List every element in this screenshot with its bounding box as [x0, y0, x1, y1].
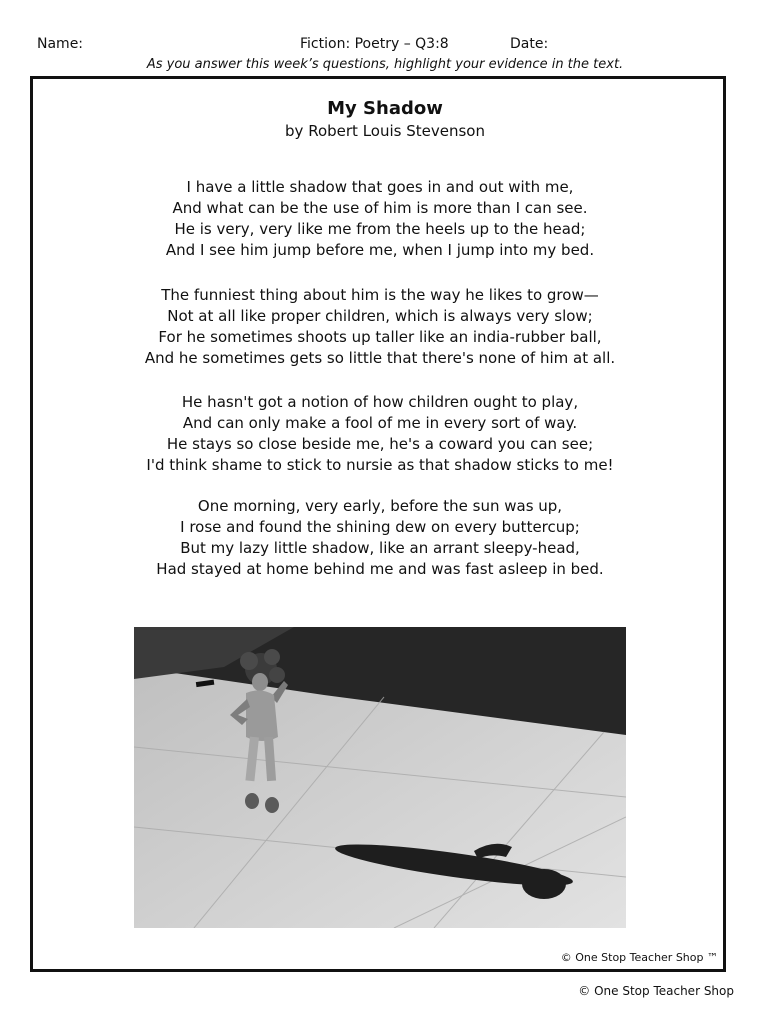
poem-author: by Robert Louis Stevenson — [285, 122, 485, 140]
poem-line: I have a little shadow that goes in and out with me, — [186, 178, 574, 196]
stanza-3 — [40, 392, 720, 476]
copyright-notice-outer: © One Stop Teacher Shop — [578, 984, 734, 998]
poem-line: Not at all like proper children, which is always very slow; — [167, 307, 593, 325]
poem-line: One morning, very early, before the sun was up, — [197, 497, 563, 515]
poem-line: And he sometimes gets so little that there's none of him at all. — [144, 349, 616, 367]
poem-line: I'd think shame to stick to nursie as that shadow sticks to me! — [146, 456, 614, 474]
poem-line: And can only make a fool of me in every sort of way. — [182, 414, 578, 432]
poem-line: Had stayed at home behind me and was fast asleep in bed. — [156, 560, 604, 578]
worksheet-code: Fiction: Poetry – Q3:8 — [300, 36, 449, 52]
poem-line: The funniest thing about him is the way he likes to grow— — [161, 286, 599, 304]
poem-title: My Shadow — [327, 98, 443, 119]
poem-line: And I see him jump before me, when I jump into my bed. — [165, 241, 595, 259]
stanza-1 — [40, 177, 720, 261]
date-label: Date: — [510, 36, 549, 52]
poem-line: And what can be the use of him is more than I can see. — [172, 199, 588, 217]
poem-line: He hasn't got a notion of how children ought to play, — [181, 393, 579, 411]
poem-line: He is very, very like me from the heels up to the head; — [174, 220, 586, 238]
poem-line: I rose and found the shining dew on every buttercup; — [180, 518, 580, 536]
stanza-2 — [40, 285, 720, 369]
poem-line: He stays so close beside me, he's a coward you can see; — [166, 435, 594, 453]
poem-line: For he sometimes shoots up taller like an india-rubber ball, — [158, 328, 602, 346]
copyright-notice-inner: © One Stop Teacher Shop ™ — [560, 951, 718, 964]
stanza-4 — [40, 496, 720, 580]
poem-line: But my lazy little shadow, like an arrant sleepy-head, — [180, 539, 580, 557]
photo-illustration — [134, 627, 626, 928]
child-shadow-photo — [134, 627, 626, 928]
name-label: Name: — [37, 36, 84, 52]
instructions-text: As you answer this week’s questions, highlight your evidence in the text. — [146, 57, 624, 72]
